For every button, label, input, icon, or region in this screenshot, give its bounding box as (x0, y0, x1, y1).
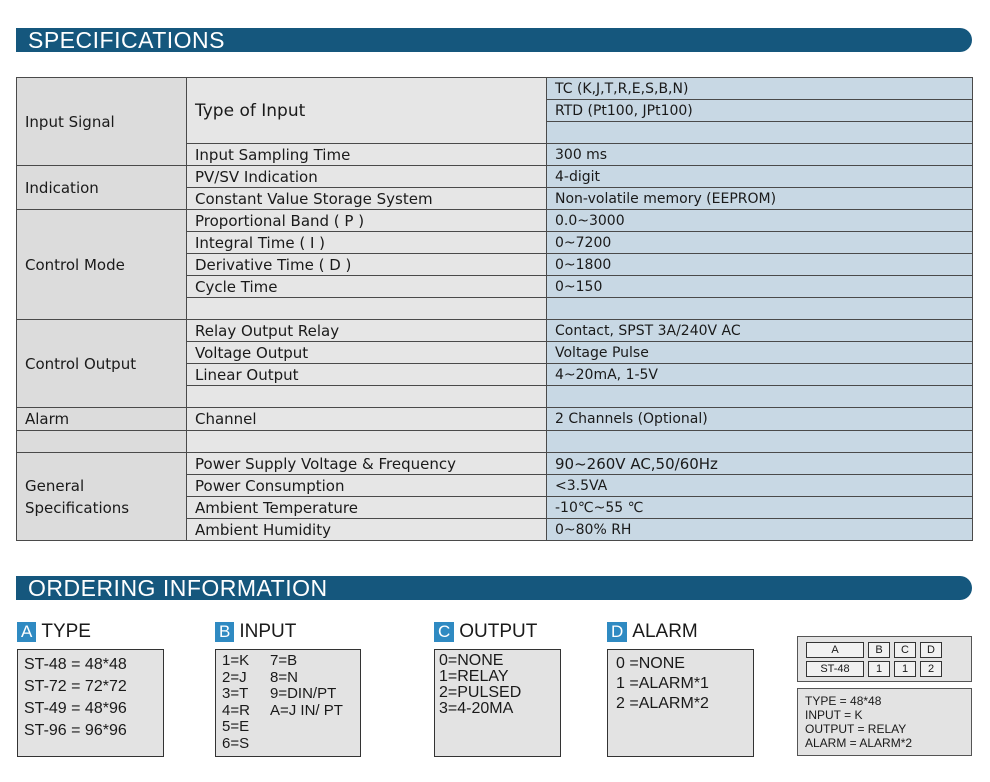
option-code: 1=K (222, 652, 250, 669)
spec-item: Channel (187, 408, 547, 431)
group-input-signal: Input Signal (17, 78, 187, 166)
table-row (17, 166, 973, 188)
option-code: 7=B (270, 652, 298, 669)
example-header-row (806, 642, 963, 658)
output-options-box (434, 649, 561, 757)
specifications-table (16, 77, 973, 541)
spec-item: Ambient Humidity (187, 519, 547, 541)
list-item: 1=RELAY (439, 668, 509, 685)
list-item: ST-72 = 72*72 (24, 678, 127, 695)
specifications-banner: SPECIFICATIONS (16, 28, 972, 52)
spec-value: 4-digit (547, 166, 973, 188)
spec-item: Integral Time ( I ) (187, 232, 547, 254)
list-item: 0=NONE (439, 652, 504, 669)
spec-item: Proportional Band ( P ) (187, 210, 547, 232)
spec-item: PV/SV Indication (187, 166, 547, 188)
table-row (17, 408, 973, 431)
spec-item: Type of Input (187, 78, 547, 144)
spec-item: Cycle Time (187, 276, 547, 298)
spec-value: -10℃~55 ℃ (547, 497, 973, 519)
option-code: 5=E (222, 718, 250, 735)
spec-item (187, 386, 547, 408)
list-item: 1 =ALARM*1 (616, 675, 709, 692)
spec-value: 0~1800 (547, 254, 973, 276)
list-item: INPUT = K (805, 708, 863, 722)
list-item: TYPE = 48*48 (805, 694, 882, 708)
table-row (17, 78, 973, 100)
input-options-box (215, 649, 361, 757)
input-title: INPUT (239, 621, 297, 642)
spec-value: 0.0~3000 (547, 210, 973, 232)
output-section-title (434, 621, 537, 643)
example-value-cell: ST-48 (806, 661, 864, 677)
spec-value (547, 122, 973, 144)
option-code: 2=J (222, 668, 247, 686)
type-letter: A (17, 622, 36, 642)
spec-item: Relay Output Relay (187, 320, 547, 342)
list-item (222, 653, 354, 670)
group-control-mode: Control Mode (17, 210, 187, 320)
option-code: 3=T (222, 685, 249, 702)
spec-item: Ambient Temperature (187, 497, 547, 519)
list-item: 2 =ALARM*2 (616, 695, 709, 712)
spec-value: 0~80% RH (547, 519, 973, 541)
example-header-cell: B (868, 642, 890, 658)
example-value-cell: 1 (894, 661, 916, 677)
spec-value: TC (K,J,T,R,E,S,B,N) (547, 78, 973, 100)
option-code: 4=R (222, 701, 250, 719)
list-item: ST-49 = 48*96 (24, 700, 127, 717)
list-item: ST-96 = 96*96 (24, 722, 127, 739)
spec-value: RTD (Pt100, JPt100) (547, 100, 973, 122)
spec-value: 300 ms (547, 144, 973, 166)
option-code: 9=DIN/PT (270, 685, 337, 702)
list-item (222, 686, 354, 703)
list-item (222, 670, 354, 687)
spec-item: Derivative Time ( D ) (187, 254, 547, 276)
list-item (222, 736, 354, 753)
alarm-title: ALARM (632, 621, 698, 642)
spec-value (547, 431, 973, 453)
table-row (17, 210, 973, 232)
group-alarm: Alarm (17, 408, 187, 431)
ordering-example-code (797, 636, 972, 682)
list-item: ST-48 = 48*48 (24, 656, 127, 673)
type-options-box (17, 649, 164, 757)
type-title: TYPE (41, 621, 91, 642)
list-item: OUTPUT = RELAY (805, 722, 907, 736)
spec-value (547, 386, 973, 408)
group-indication: Indication (17, 166, 187, 210)
list-item (222, 703, 354, 720)
spec-item: Power Supply Voltage & Frequency (187, 453, 547, 475)
ordering-information-banner: ORDERING INFORMATION (16, 576, 972, 600)
group-general-specifications: General Specifications (17, 453, 187, 541)
alarm-letter: D (607, 622, 627, 642)
table-row (17, 431, 973, 453)
example-header-cell: D (920, 642, 942, 658)
spec-item (187, 431, 547, 453)
table-row (17, 453, 973, 475)
spec-item: Voltage Output (187, 342, 547, 364)
example-value-cell: 1 (868, 661, 890, 677)
type-section-title (17, 621, 91, 643)
option-code: 8=N (270, 668, 298, 686)
example-header-cell: C (894, 642, 916, 658)
spec-value: Voltage Pulse (547, 342, 973, 364)
example-value-cell: 2 (920, 661, 942, 677)
list-item: 0 =NONE (616, 655, 685, 672)
spec-value: <3.5VA (547, 475, 973, 497)
option-code: A=J IN/ PT (270, 701, 343, 719)
alarm-section-title (607, 621, 698, 643)
spec-item (187, 298, 547, 320)
spec-value: 4~20mA, 1-5V (547, 364, 973, 386)
spec-item: Constant Value Storage System (187, 188, 547, 210)
spec-item: Input Sampling Time (187, 144, 547, 166)
spec-item: Linear Output (187, 364, 547, 386)
table-row (17, 320, 973, 342)
alarm-options-box (607, 649, 754, 757)
input-section-title (215, 621, 296, 643)
spec-value (547, 298, 973, 320)
list-item: ALARM = ALARM*2 (805, 736, 913, 750)
option-code: 6=S (222, 734, 250, 752)
example-header-cell: A (806, 642, 864, 658)
list-item (222, 719, 354, 736)
example-value-row (806, 661, 963, 677)
spec-item: Power Consumption (187, 475, 547, 497)
spec-value: 0~150 (547, 276, 973, 298)
input-letter: B (215, 622, 234, 642)
spec-value: Non-volatile memory (EEPROM) (547, 188, 973, 210)
output-title: OUTPUT (459, 621, 538, 642)
ordering-example-explanation (797, 688, 972, 756)
group-blank (17, 431, 187, 453)
output-letter: C (434, 622, 454, 642)
spec-value: 2 Channels (Optional) (547, 408, 973, 431)
spec-value: 90~260V AC,50/60Hz (547, 453, 973, 475)
group-control-output: Control Output (17, 320, 187, 408)
list-item: 2=PULSED (439, 684, 522, 701)
list-item: 3=4-20MA (439, 700, 514, 717)
spec-value: 0~7200 (547, 232, 973, 254)
spec-value: Contact, SPST 3A/240V AC (547, 320, 973, 342)
